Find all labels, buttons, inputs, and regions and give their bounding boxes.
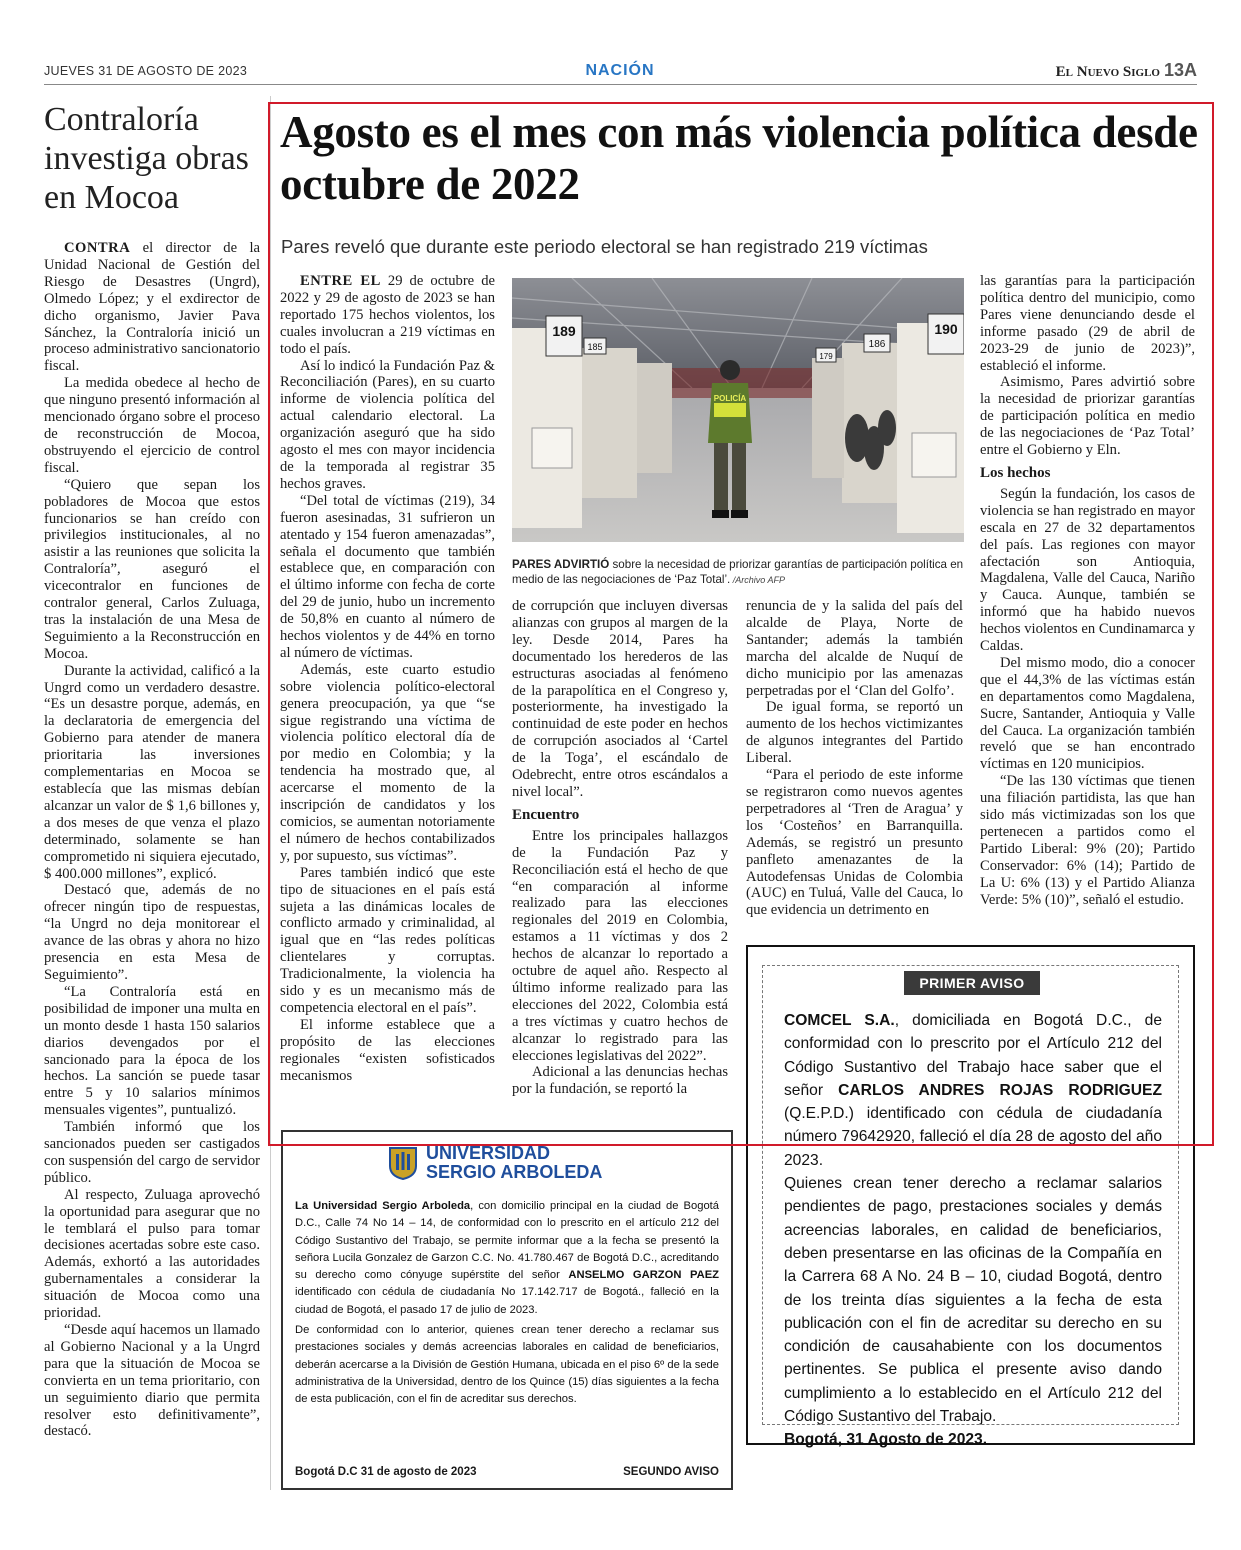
left-story-paragraph: “La Contraloría está en posibilidad de imponer una multa en un monto desde 1 hasta 150 salarios diarios devengados por el sancionado para la época de los hechos. La sanción se puede tasar entre 5 y 10 salarios mínimos mensuales vigentes”, puntualizó.: [44, 983, 260, 1119]
main-story-column-1: [280, 273, 495, 1085]
main-story-paragraph: Asimismo, Pares advirtió sobre la necesidad de priorizar garantías de participación política en medio de las negociaciones de ‘Paz Total’ entre el Gobierno y Eln.: [980, 374, 1195, 459]
main-story-column-3: [746, 598, 963, 919]
notice-paragraph: COMCEL S.A., domiciliada en Bogotá D.C., de conformidad con lo prescrito por el Artículo 212 del Código Sustantivo del Trabajo hace saber que el señor CARLOS ANDRES ROJAS RODRIGUEZ (Q.E.P.D.) identificado con cédula de ciudadanía número 79642920, falleció el día 28 de agosto del año 2023.: [784, 1012, 1162, 1169]
masthead-rule: [44, 84, 1197, 85]
main-story-paragraph: renuncia de y la salida del país del alcalde de Playa, Norte de Santander; además la también marcha del alcalde de Nuquí de dicho municipio por las amenazas perpetradas por el ‘Clan del Golfo’.: [746, 598, 963, 699]
notice-paragraph: La Universidad Sergio Arboleda, con domicilio principal en la ciudad de Bogotá D.C., Calle 74 No 14 – 14, de conformidad con lo prescrito en el artículo 212 del Código Sustantivo del Trabajo, se permite informar que a la fecha se presentó la señora Lucila Gonzalez de Garzon C.C. No. 41.780.467 de Bogotá D.C., acreditando su derecho como cónyuge supérstite del señor ANSELMO GARZON PAEZ identificado con cédula de ciudadanía No 17.142.717 de Bogotá., falleció en la ciudad de Bogotá, el pasado 17 de julio de 2023.: [295, 1200, 720, 1316]
notice-number: SEGUNDO AVISO: [623, 1466, 719, 1478]
caption-text: sobre la necesidad de priorizar garantías de participación política en medio de las negociaciones de ‘Paz Total’.: [512, 558, 964, 586]
section-name: NACIÓN: [585, 62, 655, 79]
main-story-paragraph: El informe establece que a propósito de las elecciones regionales “existen sofisticados mecanismos: [280, 1016, 495, 1084]
photo-caption: [512, 557, 964, 588]
left-story-lead: CONTRA: [64, 240, 131, 256]
main-story-paragraph: “Para el periodo de este informe se registraron como nuevos agentes perpetradores al ‘Tren de Aragua’ y los ‘Costeños’ en Barranquilla. Además, se registró un presunto panfleto amenazantes de la Autodefensas Unidas de Colombia (AUC) en Tuluá, Valle del Cauca, lo que evidencia un detrimento en: [746, 767, 963, 919]
main-story-paragraph: Entre los principales hallazgos de la Fundación Paz y Reconciliación está el hecho de que “en comparación al informe realizado para las elecciones regionales del 2019 en Colombia, estamos a 11 víctimas y dos 2 hechos de alcanzar lo reportado a octubre de aquel año. Respecto al último informe realizado para las elecciones del 2022, Colombia está a tres víctimas y cuatro hechos de alcanzar lo registrado para las elecciones legislativas del 2022”.: [512, 827, 728, 1064]
main-story-column-2: [512, 598, 728, 1098]
university-notice-footer: [295, 1466, 719, 1478]
news-photo: [512, 278, 964, 542]
section-heading-encuentro: Encuentro: [512, 806, 580, 823]
main-story-paragraph: “Del total de víctimas (219), 34 fueron asesinadas, 31 sufrieron un atentado y 154 fueron amenazadas”, señala el documento que también establece que, en comparación con el último informe con fecha de corte del 29 de junio, hubo un incremento de 50,8% en cuanto al número de hechos violentos y de 44% en torno al número de víctimas.: [280, 492, 495, 661]
main-subheadline: Pares reveló que durante este periodo electoral se han registrado 219 víctimas: [281, 236, 928, 257]
main-story-paragraph: de corrupción que incluyen diversas alianzas con grupos al margen de la ley. Desde 2014, Pares ha documentado los herederos de las estructuras asociadas al fenómeno de la parapolítica en el Congreso y, posteriormente, ha investigado la continuidad de este poder en hechos de corrupción asociados al ‘Cartel de la Toga’, el escándalo de Odebrecht, entre otros escándalos a nivel local”.: [512, 598, 728, 800]
main-story-paragraph: Pares también indicó que este tipo de situaciones en el país está sujeta a las dinámicas locales de conflicto armado y criminalidad, al igual que en “las redes políticas clientelares y corruptas. Tradicionalmente, la violencia ha sido y es un mecanismo más de competencia electoral en el país”.: [280, 864, 495, 1016]
polling-station-photo: [512, 278, 964, 542]
left-story-paragraph: “Quiero que sepan los pobladores de Mocoa que estos funcionarios se han creído con privilegios institucionales, al no asistir a las reuniones que solicita la Contraloría”, aseguró el vicecontralor en funciones de contralor general, Carlos Zuluaga, tras la instalación de una Mesa de Seguimiento a la Reconstrucción en Mocoa.: [44, 476, 260, 662]
main-story-paragraph: Adicional a las denuncias hechas por la fundación, se reportó la: [512, 1064, 728, 1098]
notice-date: Bogotá D.C 31 de agosto de 2023: [295, 1466, 477, 1478]
newspaper-title: El Nuevo Siglo: [1055, 64, 1160, 80]
notice-paragraph: Quienes crean tener derecho a reclamar salarios pendientes de pago, prestaciones sociales y demás acreencias laborales, en calidad de beneficiarios, deben presentarse en las oficinas de la Compañía en la Carrera 68 A No. 24 B – 10, ciudad Bogotá, dentro de los treinta días siguientes a la fecha de esta publicación con el fin de acreditar su derecho en su condición de causahabiente con los documentos pertinentes. Se publica el presente aviso dando cumplimiento a lo establecido en el Artículo 212 del Código Sustantivo del Trabajo.: [784, 1175, 1162, 1426]
shield-icon: [388, 1146, 418, 1180]
photo-credit: /Archivo AFP: [730, 575, 785, 585]
main-story-paragraph: Así lo indicó la Fundación Paz & Reconciliación (Pares), en su cuarto informe de violencia política del actual calendario electoral. La organización aseguró que ha sido agosto el mes con mayor incidencia de la temporada al registrar 35 hechos graves.: [280, 357, 495, 492]
left-story-title: Contraloría investiga obras en Mocoa: [44, 101, 249, 216]
left-story-paragraph: “Desde aquí hacemos un llamado al Gobierno Nacional y a la Ungrd para que la situación de Mocoa se convierta en un tema prioritario, con un seguimiento diario que permita resolver esto definitivamente”, destacó.: [44, 1322, 260, 1440]
newspaper-name: [1056, 60, 1197, 81]
main-story-paragraph: Además, este cuarto estudio sobre violencia político-electoral genera preocupación, ya que “se sigue registrando una víctima de violencia político electoral día de por medio en Colombia; y la tendencia ha mostrado que, al acercarse el momento de la inscripción de candidatos y los comicios, se aumentan notoriamente el número de hechos contabilizados y, por supuesto, sus víctimas”.: [280, 661, 495, 864]
main-story-paragraph: “De las 130 víctimas que tienen una filiación partidista, las que han sido más victimizadas son los que pertenecen a partidos como el Partido Liberal: 9% (20); Partido Conservador: 6% (14); Partido de La U: 6% (13) y el Partido Alianza Verde: 5% (10)”, señaló el estudio.: [980, 773, 1195, 908]
left-story-paragraph: También informó que los sancionados pueden ser castigados con suspensión del cargo de servidor público.: [44, 1119, 260, 1186]
caption-lead: PARES ADVIRTIÓ: [512, 558, 610, 571]
left-story-paragraph: CONTRA el director de la Unidad Nacional de Gestión del Riesgo de Desastres (Ungrd), Olmedo López; y el exdirector de dicho organismo, Javier Pava Sánchez, la Contraloría inició un proceso administrativo sancionatorio fiscal.: [44, 240, 260, 375]
university-notice-body: [295, 1198, 719, 1412]
university-logo: [388, 1144, 602, 1182]
left-story-paragraph: Destacó que, además de no ofrecer ningún tipo de respuestas, “la Ungrd no deja monitorear el avance de las obras y ahora no hizo presencia en esta Mesa de Seguimiento”.: [44, 882, 260, 983]
main-headline: Agosto es el mes con más violencia política desde octubre de 2022: [280, 107, 1198, 209]
notice-badge: PRIMER AVISO: [904, 971, 1040, 995]
booth-number-186: 186: [868, 339, 886, 350]
main-story-column-4: [980, 273, 1195, 909]
left-story-paragraph: Durante la actividad, calificó a la Ungrd como un verdadero desastre. “Es un desastre porque, además, en la declaratoria de emergencia del Gobierno para atender de manera prioritaria las inversiones complementarias en Mocoa se establecía que las mismas debían alcanzar un valor de $ 1,6 billones y, a dos meses de que venza el plazo determinado, solamente se han comprometido ni siquiera ejecutado, $ 400.000 millones”, explicó.: [44, 662, 260, 882]
booth-number-179: 179: [819, 352, 833, 361]
vest-text: POLICÍA: [713, 394, 747, 403]
booth-number-190: 190: [934, 321, 958, 337]
main-story-paragraph: ENTRE EL 29 de octubre de 2022 y 29 de agosto de 2023 se han reportado 175 hechos violentos, los cuales involucran a 219 víctimas en todo el país.: [280, 273, 495, 357]
booth-number-189: 189: [552, 323, 576, 339]
university-name: UNIVERSIDAD SERGIO ARBOLEDA: [426, 1143, 603, 1182]
university-legal-notice: [281, 1130, 733, 1490]
masthead-date: JUEVES 31 DE AGOSTO DE 2023: [44, 64, 248, 78]
main-story-paragraph: Del mismo modo, dio a conocer que el 44,3% de las víctimas están en departamentos como Magdalena, Sucre, Santander, Antioquia y Valle del Cauca. La organización también reveló que se han encontrado víctimas en 120 municipios.: [980, 654, 1195, 773]
main-story-paragraph: las garantías para la participación política dentro del municipio, como Pares viene denunciando desde el informe pasado (29 de abril de 2023-29 de junio de 2023)”, estableció el informe.: [980, 273, 1195, 374]
comcel-legal-notice: [746, 945, 1195, 1449]
comcel-notice-body: [784, 1009, 1162, 1452]
left-story-paragraph: La medida obedece al hecho de que ninguno presentó información al mencionado órgano sobre el proceso de reconstrucción de Mocoa, obstruyendo el ejercicio de control fiscal.: [44, 375, 260, 476]
section-heading-los-hechos: Los hechos: [980, 464, 1051, 481]
left-story-paragraph: Al respecto, Zuluaga aprovechó la oportunidad para asegurar que no le temblará el pulso para tomar decisiones acertadas sobre este caso. Además, exhortó a las autoridades gubernamentales a considerar la situación de Mocoa como una prioridad.: [44, 1186, 260, 1322]
main-story-paragraph: De igual forma, se reportó un aumento de los hechos victimizantes de algunos integrantes del Partido Liberal.: [746, 699, 963, 767]
column-divider: [270, 96, 271, 1490]
left-story-body: [44, 240, 260, 1440]
page-number: 13A: [1163, 60, 1197, 80]
main-story-lead: ENTRE EL: [300, 273, 381, 289]
booth-number-185: 185: [587, 342, 603, 352]
main-story-paragraph: Según la fundación, los casos de violencia se han registrado en mayor escala en 27 de 32 departamentos del país. Las regiones con mayor afectación son Antioquia, Magdalena, Valle del Cauca, Nariño y Cauca. Aunque, también se informó que ha habido nuevos hechos violentos en Cundinamarca y Caldas.: [980, 485, 1195, 655]
notice-closing: Bogotá, 31 Agosto de 2023.: [784, 1431, 988, 1449]
notice-paragraph: De conformidad con lo anterior, quienes crean tener derecho a reclamar sus prestaciones sociales y demás acreencias laborales en calidad de beneficiarios, deberán acercarse a la División de Gestión Humana, ubicada en el piso 6º de la sede administrativa de la Universidad, dentro de los Quince (15) días siguientes a la fecha de esta publicación, con el fin de acreditar sus derechos.: [295, 1324, 719, 1406]
